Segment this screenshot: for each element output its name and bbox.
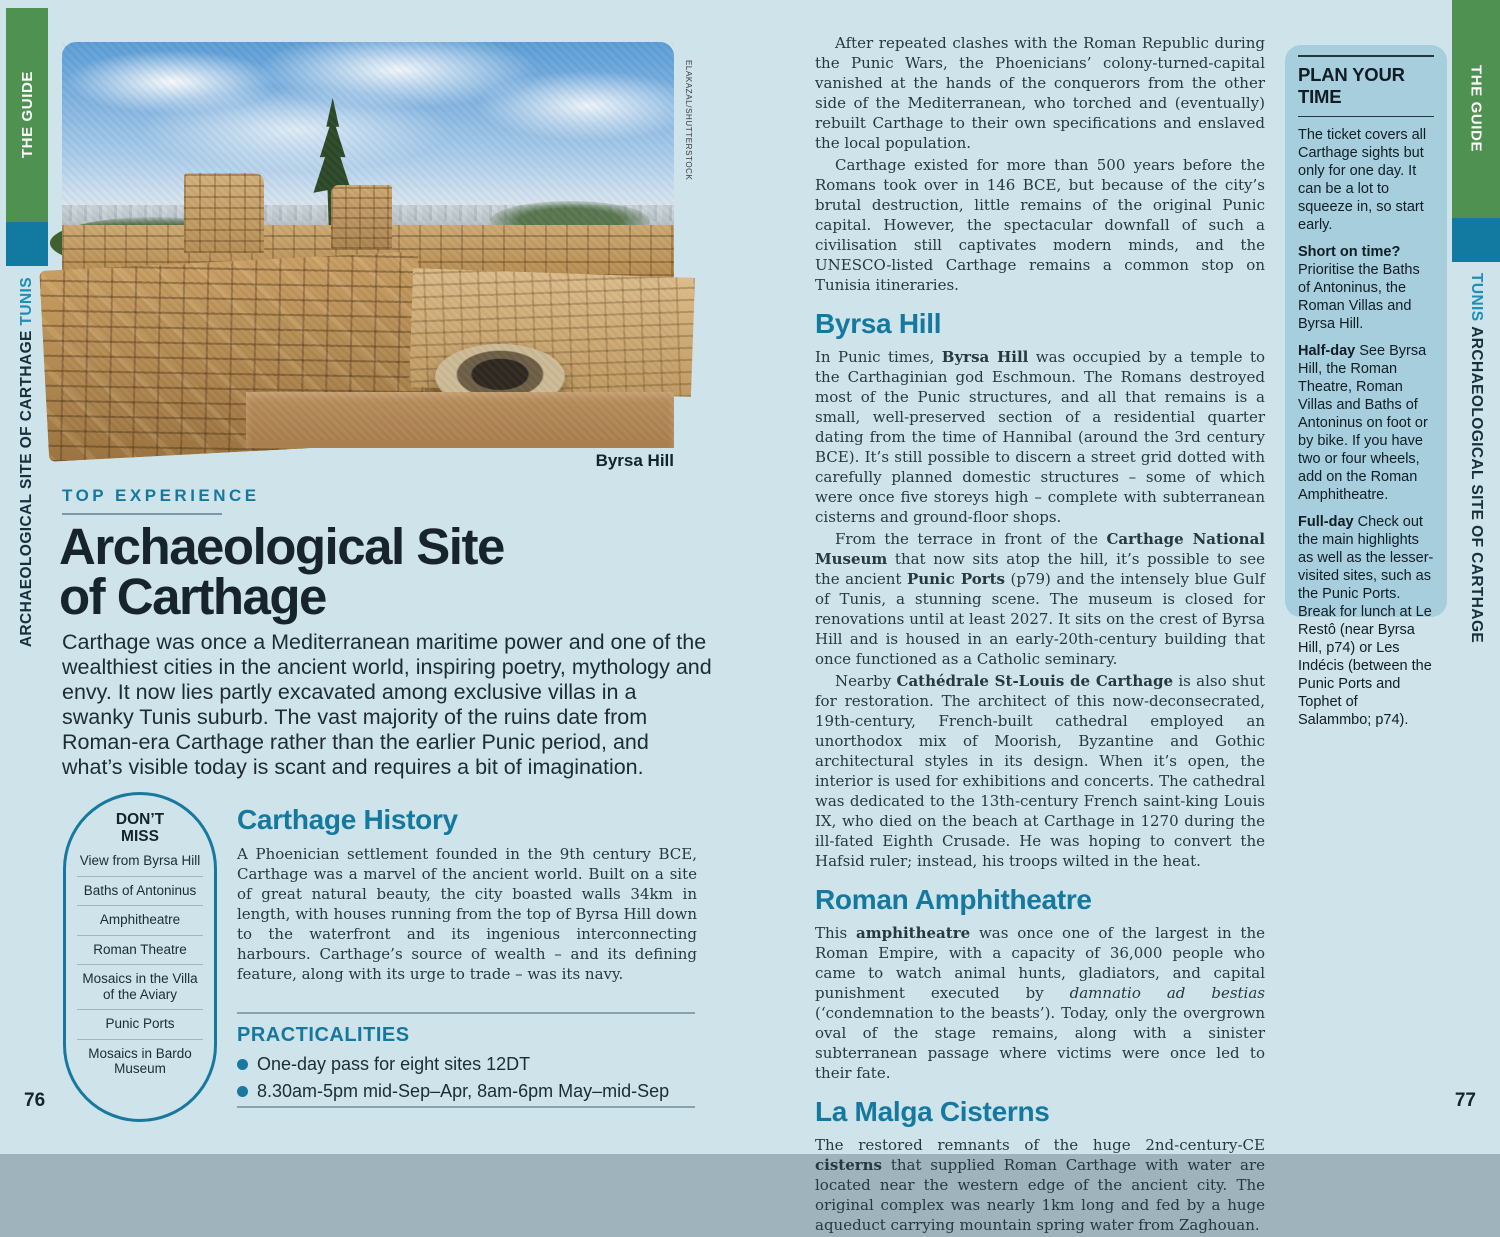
right-text-column [815,33,1265,1237]
body-paragraph: The restored remnants of the huge 2nd-century-CE cisterns that supplied Roman Carthage with water are located near the western edge of the ancient city. The original complex was nearly 1km long and fed by a huge aqueduct carrying mountain spring water from Zaghouan. [815,1136,1265,1234]
right-edge-label [1452,272,1500,644]
right-guide-tab-label: THE GUIDE [1467,65,1485,153]
practicalities-rule-bottom [237,1106,695,1108]
practicalities-rule-top [237,1012,695,1014]
body-paragraph: After repeated clashes with the Roman Republic during the Punic Wars, the Phoenicians’ colony-turned-capital vanished at the hands of the conquerors from the other side of the Mediterranean, who torched and (eventually) rebuilt Carthage to their own specifications and enslaved the local population. [815,34,1265,152]
byrsa-hill-heading: Byrsa Hill [815,308,942,339]
plan-rule-top [1298,55,1434,57]
carthage-history-heading: Carthage History [237,804,458,835]
practicalities-item [237,1054,707,1075]
left-teal-tab [6,222,48,266]
body-paragraph: From the terrace in front of the Carthage National Museum that now sits atop the hill, it’s possible to see the ancient Punic Ports (p79) and the intensely blue Gulf of Tunis, a stunning scene. The museum is closed for renovations until at least 2027. It sits on the crest of Byrsa Hill and is housed in an early-20th-century building that once functioned as a Catholic seminary. [815,530,1265,668]
practicalities-item-text: One-day pass for eight sites 12DT [257,1054,531,1074]
page-number-left: 76 [24,1090,46,1111]
page-number-right: 77 [1454,1090,1476,1111]
roman-amphitheatre-heading: Roman Amphitheatre [815,884,1092,915]
practicalities-item [237,1081,707,1102]
plan-paragraph: Half-day See Byrsa Hill, the Roman Theatre, Roman Villas and Baths of Antoninus on foot or by bike. If you have two or four wheels, add on the Roman Amphitheatre. [1298,343,1428,503]
page-title-line1: Archaeological Site [59,518,504,575]
plan-paragraph: Short on time? Prioritise the Baths of Antoninus, the Roman Villas and Byrsa Hill. [1298,244,1420,332]
right-edge-section: ARCHAEOLOGICAL SITE OF CARTHAGE [1468,326,1485,644]
left-guide-tab-label: THE GUIDE [18,71,36,159]
right-guide-tab [1452,0,1500,218]
photo-grain-overlay [62,42,674,440]
body-paragraph: Carthage existed for more than 500 years before the Romans took over in 146 BCE, but because of the city’s brutal destruction, little remains of the original Punic capital. However, the spectacular downfall of such a civilisation still captivates modern minds, and the UNESCO-listed Carthage remains a common stop on Tunisia itineraries. [815,156,1265,294]
left-edge-region: TUNIS [18,276,35,326]
dont-miss-item: Amphitheatre [77,906,203,936]
plan-paragraph: Full-day Check out the main highlights as well as the lesser-visited sites, such as the Punic Ports. Break for lunch at Le Restô (near Byrsa Hill, p74) or Les Indécis (between the Punic Ports and Tophet of Salammbo; p74). [1298,514,1434,728]
kicker-rule [62,513,222,515]
plan-your-time-panel [1285,45,1447,728]
dont-miss-item: Baths of Antoninus [77,877,203,907]
kicker-top-experience: TOP EXPERIENCE [62,486,260,505]
dont-miss-item: Roman Theatre [77,936,203,966]
dont-miss-item: Mosaics in the Villa of the Aviary [77,965,203,1010]
left-edge-section: ARCHAEOLOGICAL SITE OF CARTHAGE [18,330,35,648]
la-malga-cisterns-heading: La Malga Cisterns [815,1096,1050,1127]
left-guide-tab [6,8,48,222]
practicalities-heading: PRACTICALITIES [237,1024,410,1046]
dont-miss-item: Punic Ports [77,1010,203,1040]
bullet-icon [237,1059,248,1070]
carthage-history-body: A Phoenician settlement founded in the 9th century BCE, Carthage was a marvel of the ancient world. Built on a site of great natural beauty, the city boasted walls 34km in length, with houses running from the top of Byrsa Hill down to the waterfront and its ingenious interconnecting harbours. Carthage’s source of wealth – and its defining feature, along with its urge to trade – was its navy. [237,845,697,983]
photo-credit: ELAKAZAL/SHUTTERSTOCK [684,60,693,181]
practicalities-item-text: 8.30am-5pm mid-Sep–Apr, 8am-6pm May–mid-Sep [257,1081,670,1101]
bullet-icon [237,1086,248,1097]
body-paragraph: In Punic times, Byrsa Hill was occupied by a temple to the Carthaginian god Eschmoun. The Romans destroyed most of the Punic structures, and all that remains is a small, well-preserved section of a residential quarter dating from the time of Hannibal (around the 3rd century BCE). It’s still possible to discern a street grid dotted with carefully planned domestic structures – some of which were once five storeys high – complete with subterranean cisterns and ground-floor shops. [815,348,1265,526]
page-title-line2: of Carthage [59,568,326,625]
body-paragraph: This amphitheatre was once one of the largest in the Roman Empire, with a capacity of 36,000 people who came to watch animal hunts, gladiators, and capital punishment executed by damnatio ad bestias (‘condemnation to the beasts’). Today, only the overgrown oval of the stage remains, along with a sinister subterranean passage where victims were once led to their fate. [815,924,1265,1082]
plan-paragraph: The ticket covers all Carthage sights but only for one day. It can be a lot to squeeze in, so start early. [1298,127,1427,233]
page-title [59,518,719,625]
dont-miss-title: DON’T MISS [115,811,165,845]
body-paragraph: Nearby Cathédrale St-Louis de Carthage is also shut for restoration. The architect of this now-deconsecrated, 19th-century, French-built cathedral employed an unorthodox mix of Moorish, Byzantine and Gothic architectural styles in its design. When it’s open, the interior is used for exhibitions and concerts. The cathedral was dedicated to the 13th-century French saint-king Louis IX, who died on the beach at Carthage in 1270 during the ill-fated Eighth Crusade. He was hoping to convert the Hafsid ruler; instead, his troops wilted in the heat. [815,672,1265,870]
intro-paragraph: Carthage was once a Mediterranean maritime power and one of the wealthiest cities in the ancient world, inspiring poetry, mythology and envy. It now lies partly excavated among exclusive villas in a swanky Tunis suburb. The vast majority of the ruins date from Roman-era Carthage rather than the earlier Punic period, and what’s visible today is scant and requires a bit of imagination. [62,630,712,779]
photo-caption: Byrsa Hill [595,451,674,470]
plan-rule-under-title [1298,116,1434,118]
byrsa-hill-photo [62,42,674,440]
dont-miss-item: View from Byrsa Hill [77,847,203,877]
dont-miss-panel [63,792,217,1122]
dont-miss-item: Mosaics in Bardo Museum [88,1045,192,1076]
right-edge-region: TUNIS [1468,272,1485,322]
plan-your-time-title: PLAN YOUR TIME [1298,63,1405,107]
right-teal-tab [1452,218,1500,262]
